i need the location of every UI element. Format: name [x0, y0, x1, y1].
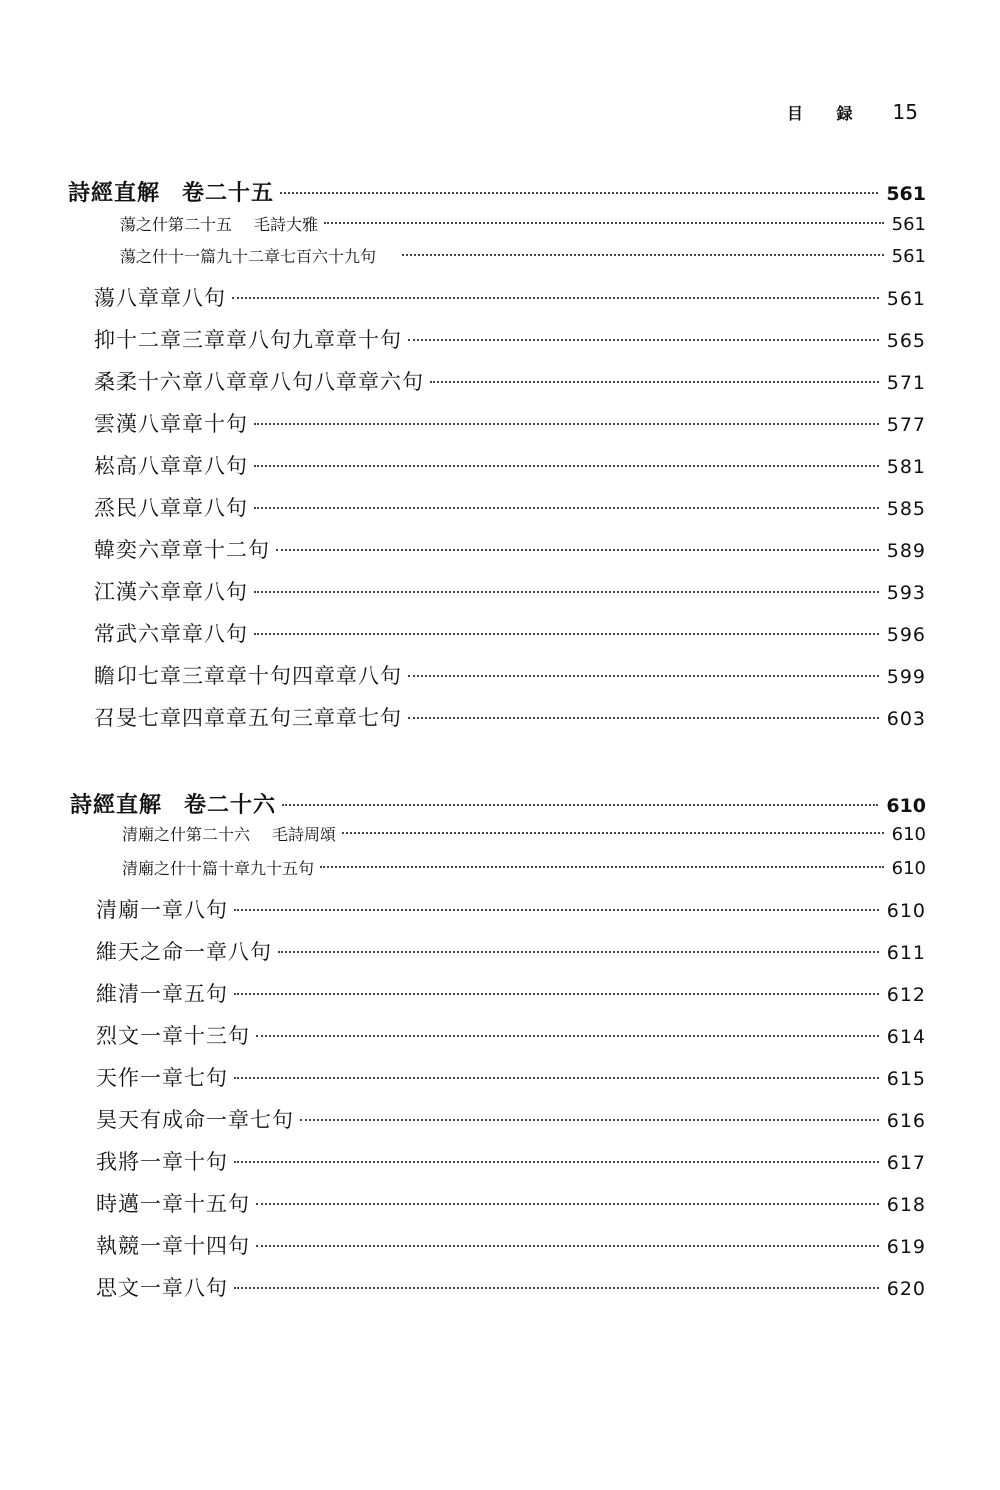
toc-page-number: 614 — [886, 1026, 926, 1048]
toc-page-number: 561 — [891, 214, 926, 235]
toc-entry — [94, 450, 926, 480]
toc-page-number: 561 — [886, 288, 926, 310]
toc-page-number: 616 — [886, 1110, 926, 1132]
toc-page-number: 577 — [886, 414, 926, 436]
toc-entry — [94, 492, 926, 522]
toc-entry-title — [70, 788, 276, 819]
toc-entry — [96, 1230, 926, 1260]
toc-entry — [94, 702, 926, 732]
toc-page-number: 619 — [886, 1236, 926, 1258]
dot-leader — [254, 591, 879, 593]
toc-entry — [94, 618, 926, 648]
toc-page-number: 571 — [886, 372, 926, 394]
toc-entry-title: 烈文一章十三句 — [96, 1024, 250, 1048]
toc-entry-title: 時邁一章十五句 — [96, 1192, 250, 1216]
header-label: 目 録 — [786, 104, 867, 123]
dot-leader — [278, 951, 879, 953]
toc-sub-heading — [120, 212, 926, 235]
toc-page-number: 593 — [886, 582, 926, 604]
toc-page-number: 596 — [886, 624, 926, 646]
volume-number: 卷二十六 — [184, 793, 277, 818]
sub-heading-part: 毛詩周頌 — [272, 825, 337, 844]
toc-entry — [94, 408, 926, 438]
toc-page-number: 589 — [886, 540, 926, 562]
toc-entry — [94, 324, 926, 354]
toc-page-number: 561 — [886, 183, 926, 205]
volume-book-title: 詩經直解 — [70, 793, 163, 818]
dot-leader — [256, 1203, 879, 1205]
toc-page-number: 610 — [886, 795, 926, 817]
toc-page-number: 610 — [891, 858, 926, 879]
dot-leader — [280, 192, 878, 194]
toc-entry-title: 執競一章十四句 — [96, 1234, 250, 1258]
toc-entry-title: 韓奕六章章十二句 — [94, 538, 270, 562]
toc-entry — [94, 660, 926, 690]
dot-leader — [234, 1077, 879, 1079]
toc-page-number: 611 — [886, 942, 926, 964]
toc-page-number: 612 — [886, 984, 926, 1006]
sub-heading-part: 蕩之什第二十五 — [120, 215, 233, 234]
toc-page-number: 620 — [886, 1278, 926, 1300]
toc-entry-title: 崧高八章章八句 — [94, 454, 248, 478]
toc-page-number: 610 — [886, 900, 926, 922]
toc-entry — [96, 1146, 926, 1176]
dot-leader — [276, 549, 879, 551]
toc-entry-title — [122, 822, 336, 845]
toc-entry-title: 昊天有成命一章七句 — [96, 1108, 294, 1132]
toc-entry — [96, 1062, 926, 1092]
toc-entry — [94, 282, 926, 312]
dot-leader — [300, 1119, 879, 1121]
dot-leader — [408, 675, 879, 677]
toc-page-number: 565 — [886, 330, 926, 352]
dot-leader — [234, 1287, 879, 1289]
toc-entry-title: 清廟之什十篇十章九十五句 — [122, 859, 315, 878]
toc-sub-heading — [122, 822, 926, 845]
toc-entry — [94, 366, 926, 396]
toc-sub-heading — [122, 856, 926, 879]
dot-leader — [256, 1245, 879, 1247]
toc-entry-title — [68, 176, 274, 207]
toc-page-number: 581 — [886, 456, 926, 478]
dot-leader — [402, 254, 884, 256]
toc-page-number: 615 — [886, 1068, 926, 1090]
dot-leader — [234, 993, 879, 995]
dot-leader — [324, 222, 884, 224]
toc-entry-title: 思文一章八句 — [96, 1276, 228, 1300]
toc-sub-heading — [120, 244, 926, 267]
toc-entry-title: 烝民八章章八句 — [94, 496, 248, 520]
toc-entry-title: 我將一章十句 — [96, 1150, 228, 1174]
page-number: 15 — [892, 100, 918, 124]
toc-page-number: 561 — [891, 246, 926, 267]
toc-entry-title: 江漢六章章八句 — [94, 580, 248, 604]
toc-page-number: 617 — [886, 1152, 926, 1174]
dot-leader — [430, 381, 879, 383]
dot-leader — [320, 866, 884, 868]
toc-entry — [96, 894, 926, 924]
toc-entry-title: 維天之命一章八句 — [96, 940, 272, 964]
dot-leader — [254, 465, 879, 467]
dot-leader — [254, 507, 879, 509]
toc-page-number: 599 — [886, 666, 926, 688]
toc-entry — [94, 534, 926, 564]
toc-page-number: 603 — [886, 708, 926, 730]
toc-entry — [96, 1188, 926, 1218]
toc-volume-heading — [70, 788, 926, 819]
toc-page-number: 610 — [891, 824, 926, 845]
dot-leader — [254, 633, 879, 635]
toc-entry-title: 蕩之什十一篇九十二章七百六十九句 — [120, 247, 377, 266]
volume-number: 卷二十五 — [182, 181, 275, 206]
toc-entry — [96, 1020, 926, 1050]
volume-book-title: 詩經直解 — [68, 181, 161, 206]
dot-leader — [234, 1161, 879, 1163]
toc-entry-title: 桑柔十六章八章章八句八章章六句 — [94, 370, 424, 394]
toc-page-number: 618 — [886, 1194, 926, 1216]
toc-entry-title: 瞻卬七章三章章十句四章章八句 — [94, 664, 402, 688]
toc-entry-title: 雲漢八章章十句 — [94, 412, 248, 436]
dot-leader — [232, 297, 879, 299]
sub-heading-part: 清廟之什第二十六 — [122, 825, 251, 844]
sub-heading-part: 毛詩大雅 — [254, 215, 319, 234]
toc-entry — [96, 1272, 926, 1302]
dot-leader — [256, 1035, 879, 1037]
dot-leader — [234, 909, 879, 911]
dot-leader — [282, 804, 878, 806]
toc-entry-title: 清廟一章八句 — [96, 898, 228, 922]
toc-entry-title: 蕩八章章八句 — [94, 286, 226, 310]
running-header — [787, 100, 918, 124]
toc-entry-title: 常武六章章八句 — [94, 622, 248, 646]
toc-entry-title: 抑十二章三章章八句九章章十句 — [94, 328, 402, 352]
toc-page-number: 585 — [886, 498, 926, 520]
toc-entry-title: 維清一章五句 — [96, 982, 228, 1006]
dot-leader — [408, 339, 879, 341]
toc-entry — [96, 936, 926, 966]
toc-entry — [96, 1104, 926, 1134]
toc-entry — [96, 978, 926, 1008]
dot-leader — [342, 832, 884, 834]
dot-leader — [254, 423, 879, 425]
toc-volume-heading — [68, 176, 926, 207]
dot-leader — [408, 717, 879, 719]
toc-entry-title — [120, 212, 318, 235]
toc-entry-title: 召旻七章四章章五句三章章七句 — [94, 706, 402, 730]
toc-entry-title: 天作一章七句 — [96, 1066, 228, 1090]
toc-entry — [94, 576, 926, 606]
